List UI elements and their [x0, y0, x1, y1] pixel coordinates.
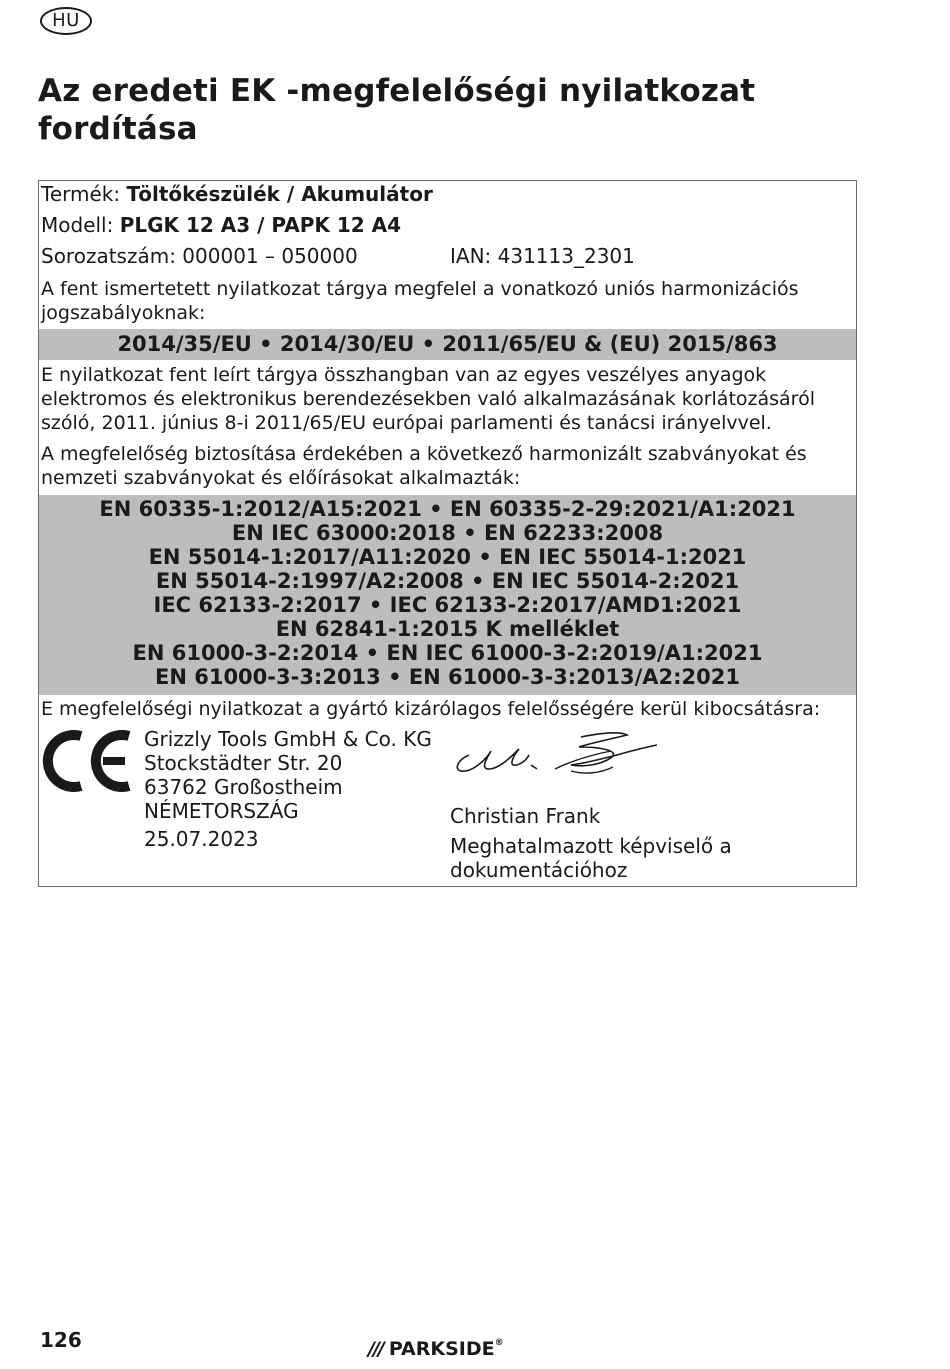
- manufacturer-country: NÉMETORSZÁG: [144, 799, 299, 823]
- standard-line: EN 55014-2:1997/A2:2008 • EN IEC 55014-2:2021: [155, 569, 740, 593]
- declaration-date: 25.07.2023: [144, 827, 259, 851]
- model-label: Modell:: [41, 213, 120, 237]
- page-number: 126: [40, 1328, 82, 1352]
- signature-icon: [451, 725, 661, 795]
- signer-role: Meghatalmazott képviselő a dokumentációhoz: [450, 834, 732, 882]
- model-value: PLGK 12 A3 / PAPK 12 A4: [119, 213, 402, 237]
- intro-text: A fent ismertetett nyilatkozat tárgya megfelel a vonatkozó uniós harmonizációs jogszabályoknak:: [41, 278, 799, 324]
- serial-number: Sorozatszám: 000001 – 050000: [41, 244, 358, 268]
- page-title: Az eredeti EK -megfelelőségi nyilatkozat fordítása: [38, 73, 756, 147]
- rohs-text: E nyilatkozat fent leírt tárgya összhangban van az egyes veszélyes anyagok elektromos és elektronikus berendezésekben való alkalmazásának korlátozásáról szóló, 2011. június 8-i 2011/65/EU európai parlamenti és tanácsi irányelvvel.: [41, 364, 815, 434]
- responsibility-text: E megfelelőségi nyilatkozat a gyártó kizárólagos felelősségére kerül kibocsátásra:: [41, 698, 821, 720]
- brand-name: PARKSIDE: [388, 1338, 495, 1360]
- standard-line: IEC 62133-2:2017 • IEC 62133-2:2017/AMD1:2021: [153, 593, 742, 617]
- declaration-box: [38, 180, 857, 887]
- signer-name: Christian Frank: [450, 804, 601, 828]
- brand-slashes: ///: [368, 1338, 383, 1360]
- standards-intro: A megfelelőség biztosítása érdekében a következő harmonizált szabványokat és nemzeti szabványokat és előírásokat alkalmazták:: [41, 443, 807, 489]
- product-label: Termék:: [41, 182, 127, 206]
- ce-mark-icon: [41, 730, 133, 792]
- standard-line: EN IEC 63000:2018 • EN 62233:2008: [231, 521, 664, 545]
- brand-registered-mark: ®: [494, 1338, 504, 1348]
- ian-number: IAN: 431113_2301: [450, 244, 635, 268]
- standard-line: EN 55014-1:2017/A11:2020 • EN IEC 55014-1:2021: [148, 545, 747, 569]
- manufacturer-name: Grizzly Tools GmbH & Co. KG: [144, 727, 432, 751]
- product-value: Töltőkészülék / Akumulátor: [126, 182, 433, 206]
- product-line: [41, 182, 433, 206]
- brand-logo: [368, 1336, 504, 1362]
- model-line: [41, 213, 401, 237]
- manufacturer-city: 63762 Großostheim: [144, 775, 343, 799]
- standards-band: [39, 495, 856, 695]
- standard-line: EN 62841-1:2015 K melléklet: [275, 617, 620, 641]
- manufacturer-street: Stockstädter Str. 20: [144, 751, 343, 775]
- directives-band: 2014/35/EU • 2014/30/EU • 2011/65/EU & (EU) 2015/863: [39, 329, 856, 360]
- standard-line: EN 61000-3-2:2014 • EN IEC 61000-3-2:2019/A1:2021: [132, 641, 763, 665]
- standard-line: EN 61000-3-3:2013 • EN 61000-3-3:2013/A2:2021: [154, 665, 740, 689]
- standard-line: EN 60335-1:2012/A15:2021 • EN 60335-2-29:2021/A1:2021: [99, 497, 796, 521]
- language-badge: HU: [40, 7, 92, 35]
